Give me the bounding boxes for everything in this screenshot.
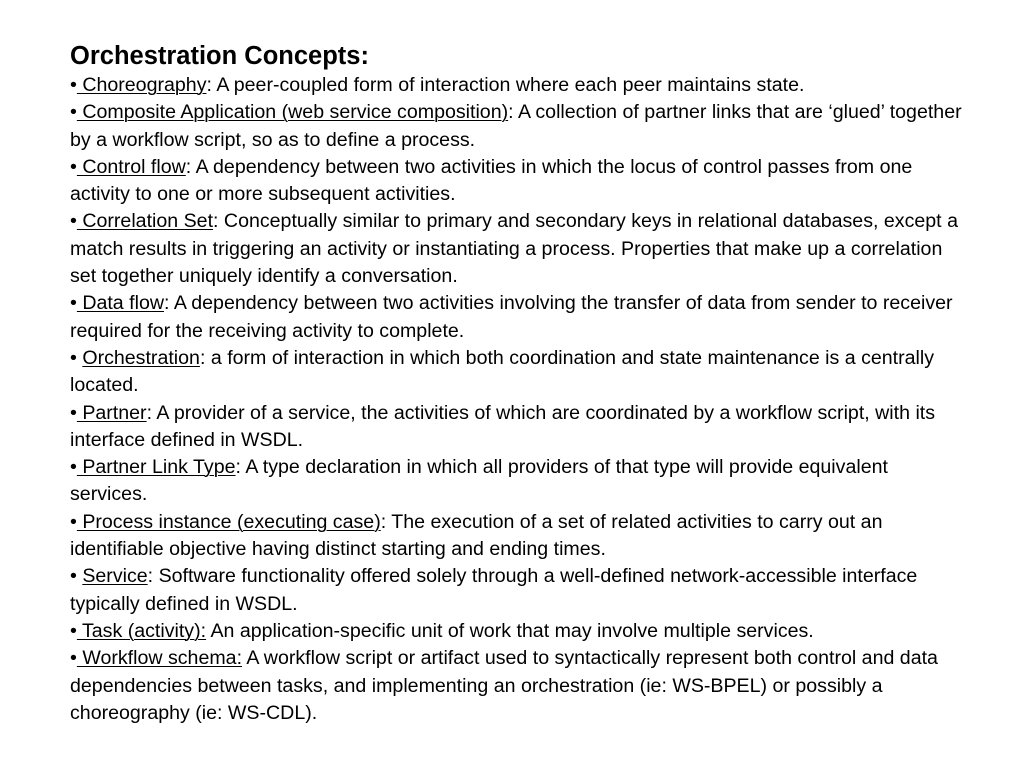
bullet: • [70,346,77,369]
separator: : [199,346,206,369]
list-item [70,509,970,564]
list-item [70,563,970,618]
definition: Conceptually similar to primary and secondary keys in relational databases, except a match results in triggering an activity or instantiating a process. Properties that make up a correlation set together uniquely identify a conversation. [70,210,958,288]
bullet: • [70,565,77,588]
definition: A peer-coupled form of interaction where each peer maintains state. [211,74,805,96]
list-item [70,99,970,154]
definition: Software functionality offered solely through a well-defined network-accessible interface typically defined in WSDL. [70,565,918,615]
definition: A workflow script or artifact used to syntactically represent both control and data dependencies between tasks, and implementing an orchestration (ie: WS-BPEL) or possibly a choreography (ie: WS-CDL). [70,647,938,724]
term: Composite Application (web service composition) [76,101,509,124]
definition: A collection of partner links that are ‘glued’ together by a workflow script, so as to define a process. [70,101,962,151]
definition: A dependency between two activities in which the locus of control passes from one activity to one or more subsequent activities. [70,155,913,206]
term: Service [82,565,148,588]
bullet: • [70,101,77,124]
separator: : [508,101,514,124]
concept-list [70,72,970,727]
bullet: • [70,401,77,424]
term: Data flow [76,292,164,315]
definition: An application-specific unit of work that may involve multiple services. [206,619,814,642]
definition: A dependency between two activities involving the transfer of data from sender to receiver required for the receiving activity to complete. [70,292,953,342]
list-item [70,454,970,509]
term: Partner [76,401,147,424]
bullet: • [70,292,77,315]
list-item [70,645,970,727]
separator: : [380,510,387,533]
separator: : [147,565,154,588]
list-item [70,208,970,290]
list-item [70,400,970,455]
definition: a form of interaction in which both coordination and state maintenance is a centrally located. [70,346,935,397]
slide [70,40,970,727]
separator: : [164,292,170,315]
bullet: • [70,155,77,178]
bullet: • [70,510,77,533]
bullet: • [70,619,77,642]
slide-title: Orchestration Concepts: [70,42,369,70]
term: Task (activity): [76,619,207,642]
bullet: • [70,647,77,670]
separator: : [206,74,212,96]
list-item [70,72,970,99]
separator: : [185,155,192,178]
definition: A provider of a service, the activities of which are coordinated by a workflow script, with its interface defined in WSDL. [70,401,936,451]
term: Orchestration [82,346,200,369]
term: Correlation Set [76,210,214,233]
bullet: • [70,74,77,96]
term: Choreography [76,74,207,96]
list-item [70,154,970,209]
separator: : [235,456,241,479]
term: Control flow [76,155,186,178]
separator: : [213,210,219,233]
separator: : [146,401,153,424]
definition: The execution of a set of related activities to carry out an identifiable objective having distinct starting and ending times. [70,510,883,561]
list-item [70,618,970,645]
definition: A type declaration in which all providers of that type will provide equivalent services. [70,456,888,506]
bullet: • [70,456,77,479]
list-item [70,345,970,400]
term: Partner Link Type [76,456,236,479]
bullet: • [70,210,77,233]
list-item [70,290,970,345]
term: Process instance (executing case) [76,510,381,533]
term: Workflow schema: [76,647,243,670]
